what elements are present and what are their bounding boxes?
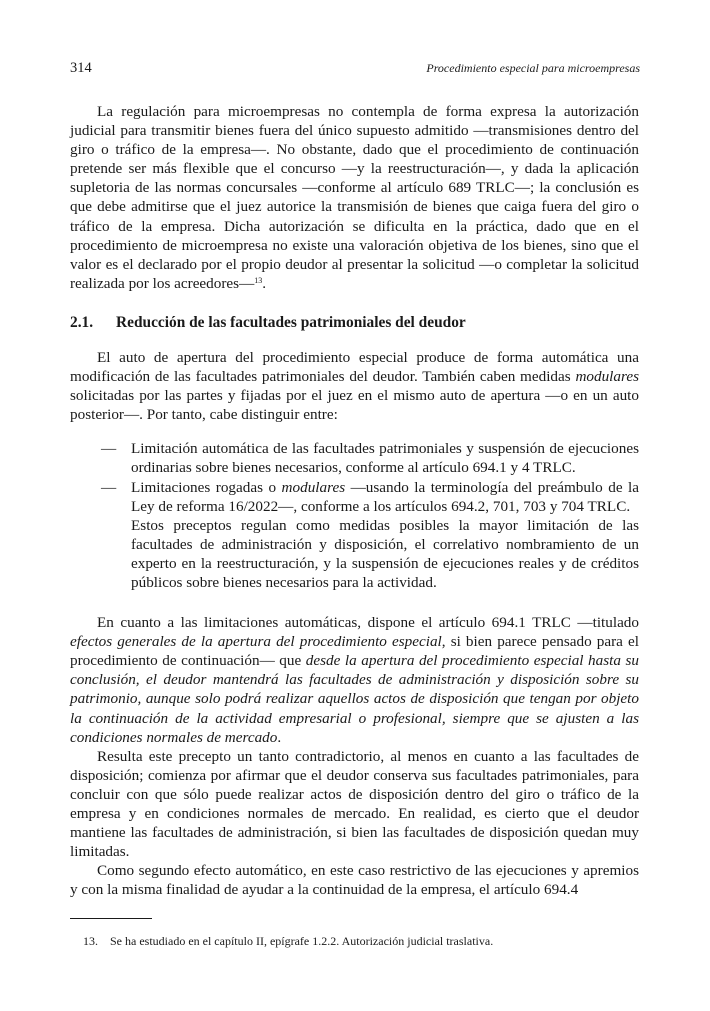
paragraph-limitaciones-automaticas: En cuanto a las limitaciones automáticas, dispone el artículo 694.1 TRLC —titulado efectos generales de la apertura del procedimiento especial, si bien parece pensado para el procedimiento de continuación— que desde la apertura del procedimiento especial hasta su conclusión, el deudor mantendrá las facultades de administración y disposición sobre su patrimonio, aunque solo podrá realizar aquellos actos de disposición que tengan por objeto la continuación de la actividad empresarial o profesional, siempre que se ajusten a las condiciones normales de mercado. [70, 614, 639, 746]
running-title: Procedimiento especial para microempresas [426, 61, 640, 75]
list-item: — Limitaciones rogadas o modulares —usando la terminología del preámbulo de la Ley de reforma 16/2022—, conforme a los artículos 694.2, 701, 703 y 704 TRLC. [101, 478, 640, 515]
footnote [70, 934, 639, 949]
section-number: 2.1. [70, 313, 94, 331]
paragraph-auto-apertura: El auto de apertura del procedimiento especial produce de forma automática una modificación de las facultades patrimoniales del deudor. También caben medidas modulares solicitadas por las partes y fijadas por el juez en el mismo auto de apertura —o en un auto posterior—. Por tanto, cabe distinguir entre: [70, 348, 639, 424]
footnote-reference[interactable]: 13 [254, 275, 263, 285]
paragraph-precepto-contradictorio: Resulta este precepto un tanto contradictorio, al menos en cuanto a las facultades de disposición; comienza por afirmar que el deudor conserva sus facultades patrimoniales, para concluir con que sólo puede realizar actos de disposición dentro del giro o tráfico de la empresa y en condiciones normales de mercado. En realidad, es cierto que el deudor mantiene las facultades de administración, si bien las facultades de disposición quedan muy limitadas. [70, 747, 639, 861]
section-title: Reducción de las facultades patrimoniales del deudor [116, 313, 466, 331]
paragraph-segundo-efecto: Como segundo efecto automático, en este caso restrictivo de las ejecuciones y apremios y con la misma finalidad de ayudar a la continuidad de la empresa, el artículo 694.4 [70, 862, 639, 899]
list-item: — Limitación automática de las facultades patrimoniales y suspensión de ejecuciones ordinarias sobre bienes necesarios, conforme al artículo 694.1 y 4 TRLC. [101, 440, 639, 477]
page-number: 314 [70, 60, 92, 76]
section-heading [70, 313, 639, 332]
limitations-list [70, 439, 639, 515]
dash-bullet: — [101, 440, 117, 458]
list-item-note: Estos preceptos regulan como medidas posibles la mayor limitación de las facultades de administración y disposición, el correlativo nombramiento de un experto en la reestructuración, y la suspensión de ejecuciones reales y de créditos públicos sobre bienes necesarios para la actividad. [131, 516, 639, 591]
footnote-number: 13. [83, 934, 98, 948]
dash-bullet: — [101, 478, 117, 496]
footnote-text: Se ha estudiado en el capítulo II, epígrafe 1.2.2. Autorización judicial traslativa. [110, 934, 494, 948]
paragraph-autorizacion-judicial: La regulación para microempresas no contempla de forma expresa la autorización judicial para transmitir bienes fuera del único supuesto admitido —transmisiones dentro del giro o tráfico de la empresa—. No obstante, dado que el procedimiento de continuación pretende ser más flexible que el concurso —y la reestructuración—, y dada la aplicación supletoria de las normas concursales —conforme al artículo 689 TRLC—; la conclusión es que debe admitirse que el juez autorice la transmisión de bienes que caiga fuera del giro o tráfico de la empresa. Dicha autorización se dificulta en la práctica, dado que en el procedimiento de microempresa no existe una valoración objetiva de los bienes, sino que el valor es el declarado por el propio deudor al presentar la solicitud —o completar la solicitud realizada por los acreedores—$^{13}$. [70, 103, 639, 292]
footnote-divider [70, 918, 152, 919]
page-body [70, 102, 639, 899]
page-header [70, 60, 640, 80]
